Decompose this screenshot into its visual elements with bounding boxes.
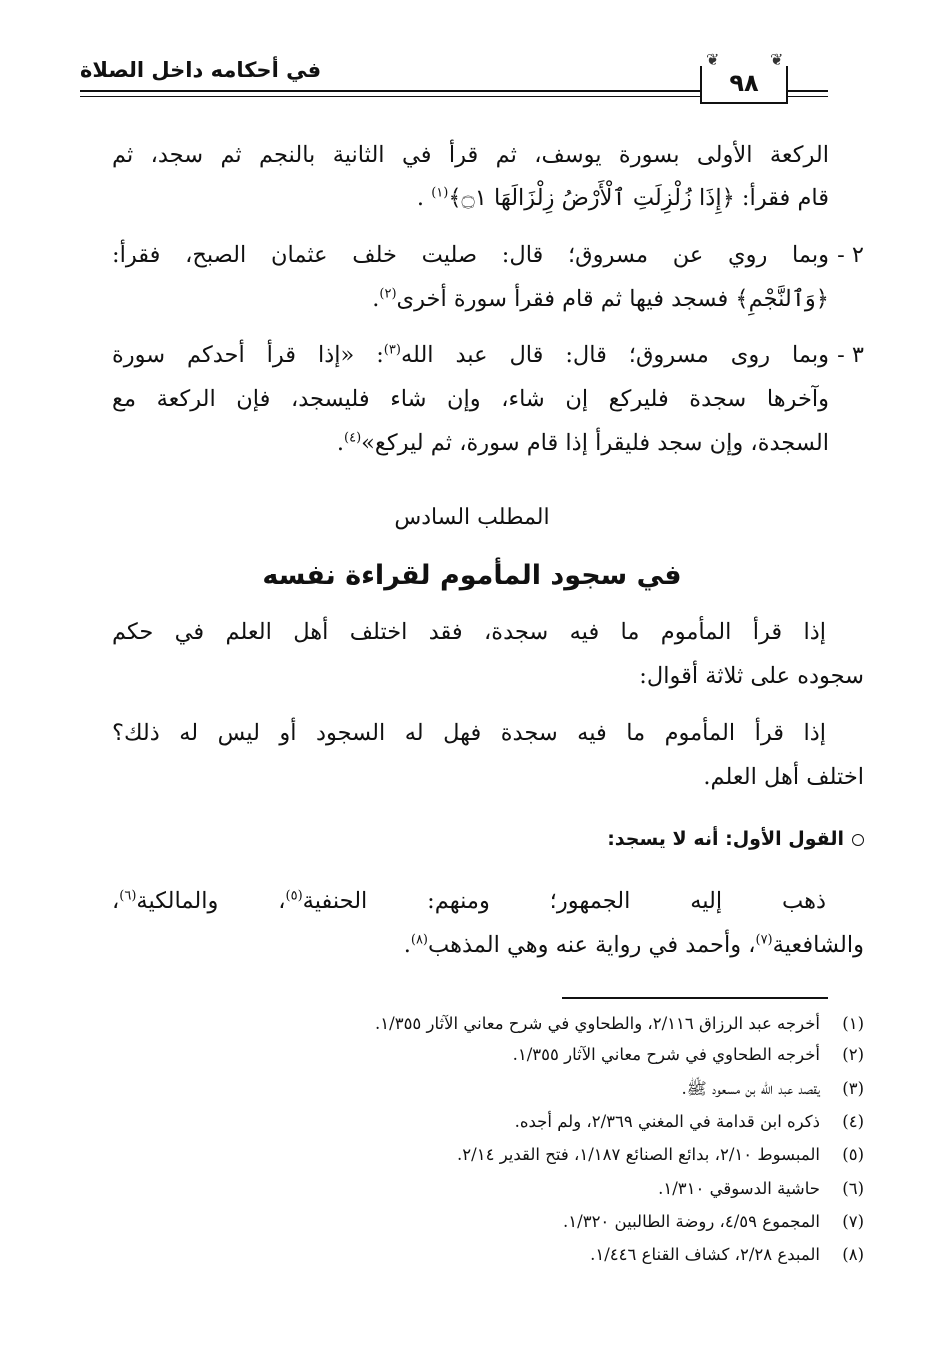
footnote-ref: (١) (431, 185, 449, 201)
text-line: وبما روي عن مسروق؛ قال: صليت خلف عثمان الصبح، فقرأ: (112, 242, 829, 268)
footnote (658, 1177, 864, 1201)
section-label: المطلب السادس (394, 505, 550, 530)
footnote-text: أخرجه عبد الرزاق ٢/١١٦، والطحاوي في شرح معاني الآثار ١/٣٥٥. (375, 1014, 820, 1033)
item-number: ٢ - (837, 242, 864, 268)
text-line: إذا قرأ المأموم ما فيه سجدة، فقد اختلف أهل العلم في حكم (112, 619, 826, 645)
header-rule (788, 90, 828, 92)
header-rule (80, 90, 700, 92)
footnote-ref: (٣) (383, 342, 401, 358)
text-segment: : «إذا قرأ أحدكم سورة (112, 342, 384, 368)
footnote-text: المجموع ٤/٥٩، روضة الطالبين ١/٣٢٠. (563, 1212, 820, 1231)
text-line: ﴿وَٱلنَّجْمِ﴾ فسجد فيها ثم قام فقرأ سورة أخرى$^{(٢)}$. (372, 286, 829, 312)
text-line (112, 340, 829, 370)
quran-verse: قام فقرأ: ﴿إِذَا زُلْزِلَتِ ٱلْأَرْضُ زِلْزَالَهَا ۝١﴾ (448, 185, 829, 211)
page-number: ٩٨ (729, 69, 759, 97)
footnote (515, 1110, 864, 1134)
footnote-ref: (٧) (755, 932, 773, 948)
text-line: سجوده على ثلاثة أقوال: (639, 663, 864, 689)
footnote-number: (١) (842, 1014, 864, 1033)
footnote-text: أخرجه الطحاوي في شرح معاني الآثار ١/٣٥٥. (512, 1045, 820, 1064)
footnote-number: (٢) (842, 1045, 864, 1064)
footnote-ref: (٢) (379, 286, 397, 302)
header-rule (80, 96, 700, 97)
opinion-heading (607, 828, 864, 850)
item-number: ٣ - (837, 342, 864, 368)
footnote-number: (٨) (842, 1245, 864, 1264)
footnote-text: حاشية الدسوقي ١/٣١٠. (658, 1179, 820, 1198)
circle-bullet-icon (852, 834, 864, 846)
footnote-ref: (٥) (285, 888, 303, 904)
footnote (375, 1012, 864, 1036)
footnote-number: (٦) (842, 1179, 864, 1198)
text-segment: وبما روى مسروق؛ قال: قال عبد الله (400, 342, 829, 368)
text-segment: ، والمالكية (136, 888, 286, 914)
text-segment: والشافعية (772, 932, 864, 958)
footnote-number: (٣) (842, 1079, 864, 1098)
footnote-ref: (٦) (119, 888, 137, 904)
footnote-text: المبدع ٢/٢٨، كشاف القناع ١/٤٤٦. (590, 1245, 820, 1264)
footnote-number: (٧) (842, 1212, 864, 1231)
running-title: في أحكامه داخل الصلاة (80, 58, 322, 82)
footnote (457, 1143, 864, 1167)
text-line (404, 930, 864, 960)
text-line: قام فقرأ: ﴿إِذَا زُلْزِلَتِ ٱلْأَرْضُ زِلْزَالَهَا ۝١﴾$^{(١)}$ . (416, 185, 829, 211)
footnote-ref: (٨) (410, 932, 428, 948)
footnote (513, 1043, 864, 1067)
footnote (682, 1077, 864, 1101)
footnote (563, 1210, 864, 1234)
footnote (590, 1243, 864, 1267)
footnote-text: ذكره ابن قدامة في المغني ٢/٣٦٩، ولم أجده. (514, 1112, 820, 1131)
text-line: الركعة الأولى بسورة يوسف، ثم قرأ في الثانية بالنجم ثم سجد، ثم (112, 142, 829, 168)
footnote-separator (562, 997, 828, 999)
text-line: وآخرها سجدة فليركع إن شاء، وإن شاء فليسجد، فإن الركعة مع (112, 386, 829, 412)
footnote-ref: (٤) (344, 430, 362, 446)
opinion-heading-text: القول الأول: أنه لا يسجد: (607, 828, 844, 850)
footnote-text: المبسوط ٢/١٠، بدائع الصنائع ١/١٨٧، فتح القدير ٢/١٤. (457, 1145, 820, 1164)
header-rule (788, 96, 828, 97)
text-segment: ﴿وَٱلنَّجْمِ﴾ فسجد فيها ثم قام فقرأ سورة أخرى (396, 286, 829, 312)
ornament-icon: ❦ (770, 50, 784, 69)
text-segment: ، (112, 888, 120, 914)
section-title: في سجود المأموم لقراءة نفسه (262, 560, 682, 591)
footnote-text: يقصد عبد الله بن مسعود ﷺ. (681, 1079, 820, 1098)
text-segment: السجدة، وإن سجد فليقرأ إذا قام سورة، ثم ليركع» (361, 430, 829, 456)
page-number-box (700, 66, 788, 104)
text-line: السجدة، وإن سجد فليقرأ إذا قام سورة، ثم ليركع»$^{(٤)}$. (336, 430, 829, 456)
text-segment: ذهب إليه الجمهور؛ ومنهم: الحنفية (302, 888, 827, 914)
footnote-number: (٤) (842, 1112, 864, 1131)
ornament-icon: ❦ (706, 50, 720, 69)
footnote-number: (٥) (842, 1145, 864, 1164)
text-line: إذا قرأ المأموم ما فيه سجدة فهل له السجود أو ليس له ذلك؟ (112, 720, 826, 746)
text-line: اختلف أهل العلم. (703, 764, 864, 790)
text-line (112, 886, 826, 916)
text-segment: ، وأحمد في رواية عنه وهي المذهب (428, 932, 756, 958)
text-segment: . (403, 932, 411, 958)
